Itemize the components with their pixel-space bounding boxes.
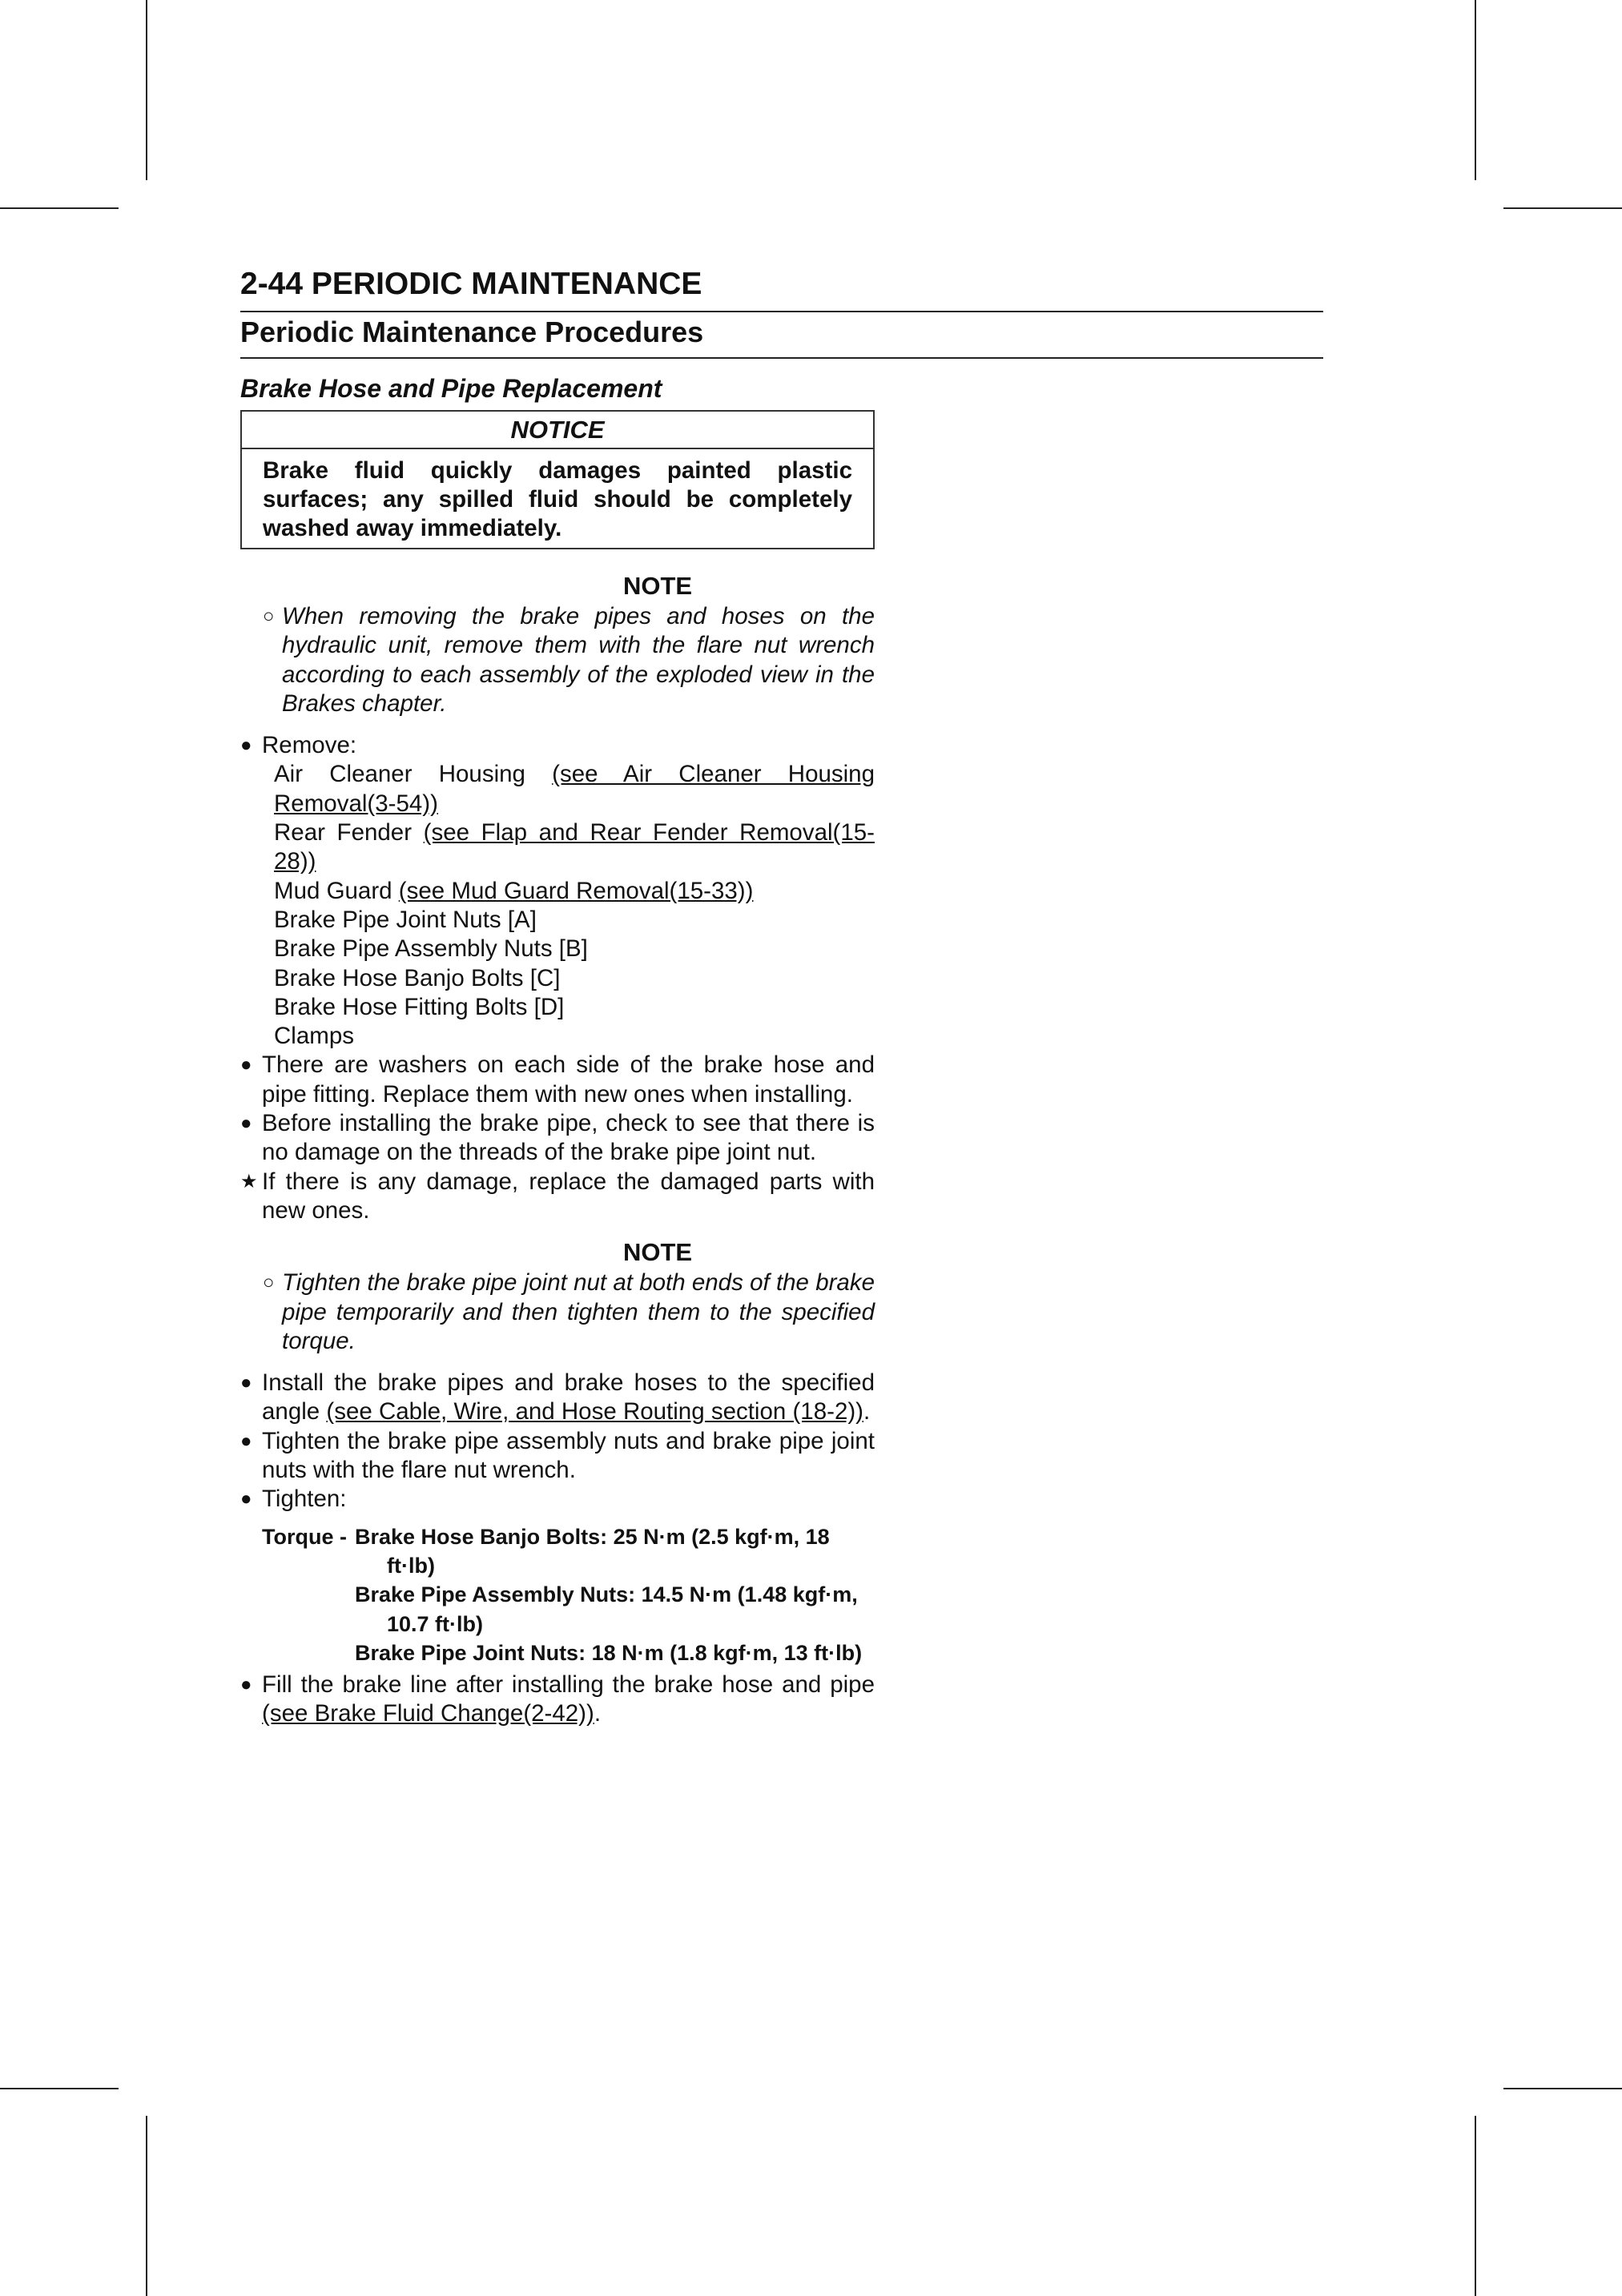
punctuation: . — [863, 1398, 871, 1425]
punctuation: . — [594, 1700, 602, 1727]
notice-body: Brake fluid quickly damages painted plastic surfaces; any spilled fluid should be completely washed away immediately. — [263, 457, 852, 541]
crop-mark-left-lower — [0, 2088, 119, 2089]
remove-item — [240, 877, 875, 906]
bullet-icon: ● — [240, 1488, 252, 1510]
torque-value: Brake Hose Banjo Bolts: 25 N·m (2.5 kgf·m, 18 — [355, 1524, 830, 1549]
remove-item-text: Mud Guard — [274, 877, 399, 904]
condition-text: If there is any damage, replace the damaged parts with new ones. — [262, 1168, 875, 1224]
note-heading: NOTE — [622, 572, 693, 600]
notice-heading: NOTICE — [242, 412, 873, 449]
step-item — [240, 1369, 875, 1427]
step-text: Install the brake pipes and brake hoses to the specified angle — [262, 1369, 875, 1425]
torque-value: Brake Pipe Joint Nuts: 18 N·m (1.8 kgf·m, 13 ft·lb) — [355, 1640, 863, 1665]
step-text: Tighten: — [262, 1486, 347, 1513]
bullet-icon: ● — [240, 734, 252, 757]
bullet-icon: ● — [240, 1112, 252, 1135]
step-item — [240, 1485, 875, 1514]
remove-item-text: Rear Fender — [274, 819, 424, 846]
remove-item-text: Air Cleaner Housing — [274, 761, 553, 788]
note-text: When removing the brake pipes and hoses on the hydraulic unit, remove them with the flare nut wrench according to each assembly of the exploded view in the Brakes chapter. — [282, 603, 875, 717]
page-subtitle: Periodic Maintenance Procedures — [240, 312, 1323, 359]
condition-item — [240, 1168, 875, 1226]
crop-mark-left-upper — [0, 207, 119, 209]
cross-reference-link[interactable]: (see Air Cleaner Housing Removal(3-54)) — [274, 761, 875, 817]
remove-item: Brake Hose Banjo Bolts [C] — [274, 964, 561, 991]
torque-continuation: 10.7 ft·lb) — [387, 1611, 484, 1636]
section-title: Brake Hose and Pipe Replacement — [240, 374, 662, 403]
note-circle-icon: ○ — [263, 605, 275, 627]
remove-item: Brake Hose Fitting Bolts [D] — [274, 993, 565, 1020]
remove-item: Clamps — [274, 1023, 354, 1050]
torque-value: Brake Pipe Assembly Nuts: 14.5 N·m (1.48 kgf·m, — [355, 1582, 858, 1607]
remove-item — [240, 760, 875, 818]
step-text: Tighten the brake pipe assembly nuts and brake pipe joint nuts with the flare nut wrench. — [262, 1427, 875, 1484]
remove-item — [240, 818, 875, 877]
remove-step — [240, 731, 875, 760]
page-header — [240, 264, 1323, 359]
crop-mark-top-left — [146, 0, 147, 180]
torque-line — [240, 1522, 875, 1551]
star-icon: ★ — [240, 1170, 258, 1192]
notice-box — [240, 410, 875, 549]
torque-spec — [240, 1522, 875, 1667]
crop-mark-right-upper — [1503, 207, 1622, 209]
note-text: Tighten the brake pipe joint nut at both ends of the brake pipe temporarily and then tighten them to the specified torque. — [282, 1269, 875, 1354]
bullet-icon: ● — [240, 1429, 252, 1452]
note-item — [240, 602, 875, 718]
step-item — [240, 1051, 875, 1109]
step-item — [240, 1427, 875, 1486]
step-item — [240, 1109, 875, 1168]
cross-reference-link[interactable]: (see Brake Fluid Change(2-42)) — [262, 1700, 594, 1727]
crop-mark-bottom-left — [146, 2116, 147, 2296]
crop-mark-top-right — [1475, 0, 1476, 180]
torque-label: Torque - — [262, 1524, 347, 1549]
torque-line — [240, 1639, 875, 1667]
step-item — [240, 1671, 875, 1729]
torque-line — [240, 1580, 875, 1609]
step-text: There are washers on each side of the brake hose and pipe fitting. Replace them with new ones when installing. — [262, 1051, 875, 1108]
bullet-icon: ● — [240, 1372, 252, 1394]
cross-reference-link[interactable]: (see Cable, Wire, and Hose Routing section (18-2)) — [326, 1398, 863, 1425]
main-column — [240, 370, 875, 1729]
remove-item: Brake Pipe Joint Nuts [A] — [274, 906, 537, 933]
note-heading: NOTE — [622, 1238, 693, 1267]
page-title: 2-44 PERIODIC MAINTENANCE — [240, 264, 1323, 312]
crop-mark-right-lower — [1503, 2088, 1622, 2089]
bullet-icon: ● — [240, 1674, 252, 1696]
note-item — [240, 1269, 875, 1356]
remove-label: Remove: — [262, 732, 357, 759]
note-circle-icon: ○ — [263, 1272, 275, 1294]
remove-item: Brake Pipe Assembly Nuts [B] — [274, 935, 588, 963]
step-text: Before installing the brake pipe, check to see that there is no damage on the threads of the brake pipe joint nut. — [262, 1110, 875, 1166]
torque-continuation: ft·lb) — [387, 1553, 435, 1578]
bullet-icon: ● — [240, 1054, 252, 1076]
cross-reference-link[interactable]: (see Mud Guard Removal(15-33)) — [398, 877, 754, 904]
step-text: Fill the brake line after installing the brake hose and pipe — [262, 1671, 875, 1699]
crop-mark-bottom-right — [1475, 2116, 1476, 2296]
cross-reference-link[interactable]: (see Flap and Rear Fender Removal(15-28)) — [274, 819, 875, 875]
